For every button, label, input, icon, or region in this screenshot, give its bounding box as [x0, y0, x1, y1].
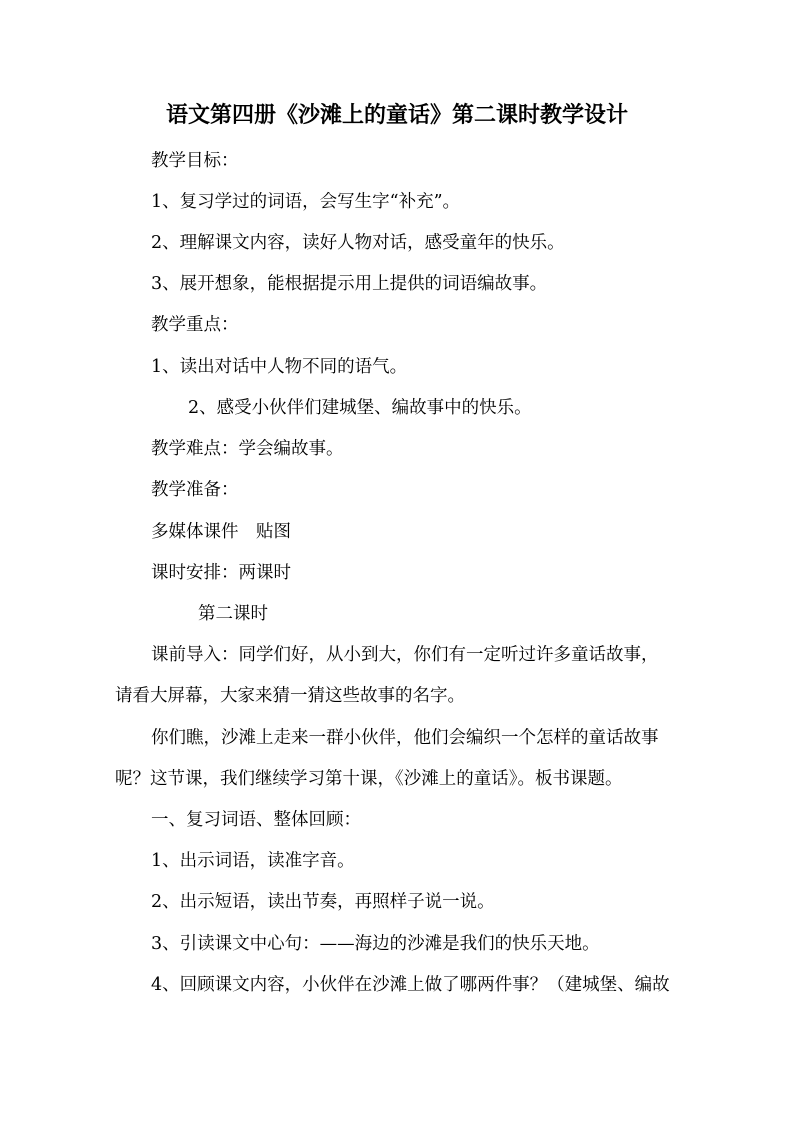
- key-point-item-1: 1、读出对话中人物不同的语气。: [151, 357, 408, 377]
- section-heading-preparation: 教学准备：: [151, 480, 239, 500]
- review-item-3: 3、引读课文中心句：——海边的沙滩是我们的快乐天地。: [151, 934, 600, 954]
- section-heading-goals: 教学目标：: [151, 151, 239, 171]
- preparation-materials: 多媒体课件 贴图: [151, 522, 291, 542]
- intro-paragraph-line-2: 请看大屏幕，大家来猜一猜这些故事的名字。: [115, 686, 465, 706]
- key-point-item-2: 2、感受小伙伴们建城堡、编故事中的快乐。: [188, 398, 532, 418]
- section-heading-key-points: 教学重点：: [151, 315, 239, 335]
- document-title: 语文第四册《沙滩上的童话》第二课时教学设计: [165, 102, 628, 128]
- review-item-1: 1、出示词语，读准字音。: [151, 851, 355, 871]
- intro-paragraph-line-1: 课前导入：同学们好，从小到大，你们有一定听过许多童话故事，: [151, 645, 659, 665]
- goal-item-3: 3、展开想象，能根据提示用上提供的词语编故事。: [151, 274, 548, 294]
- review-item-4: 4、回顾课文内容，小伙伴在沙滩上做了哪两件事？（建城堡、编故: [151, 975, 670, 995]
- goal-item-1: 1、复习学过的词语，会写生字“补充”。: [151, 192, 461, 212]
- schedule-line: 课时安排：两课时: [151, 563, 291, 583]
- section-heading-review: 一、复习词语、整体回顾：: [151, 810, 361, 830]
- story-paragraph-line-2: 呢？这节课，我们继续学习第十课，《沙滩上的童话》。板书课题。: [115, 769, 623, 789]
- story-paragraph-line-1: 你们瞧，沙滩上走来一群小伙伴，他们会编织一个怎样的童话故事: [151, 728, 659, 748]
- review-item-2: 2、出示短语，读出节奏，再照样子说一说。: [151, 892, 495, 912]
- lesson-subheading: 第二课时: [198, 604, 268, 624]
- difficulty-line: 教学难点：学会编故事。: [151, 439, 344, 459]
- goal-item-2: 2、理解课文内容，读好人物对话，感受童年的快乐。: [151, 233, 565, 253]
